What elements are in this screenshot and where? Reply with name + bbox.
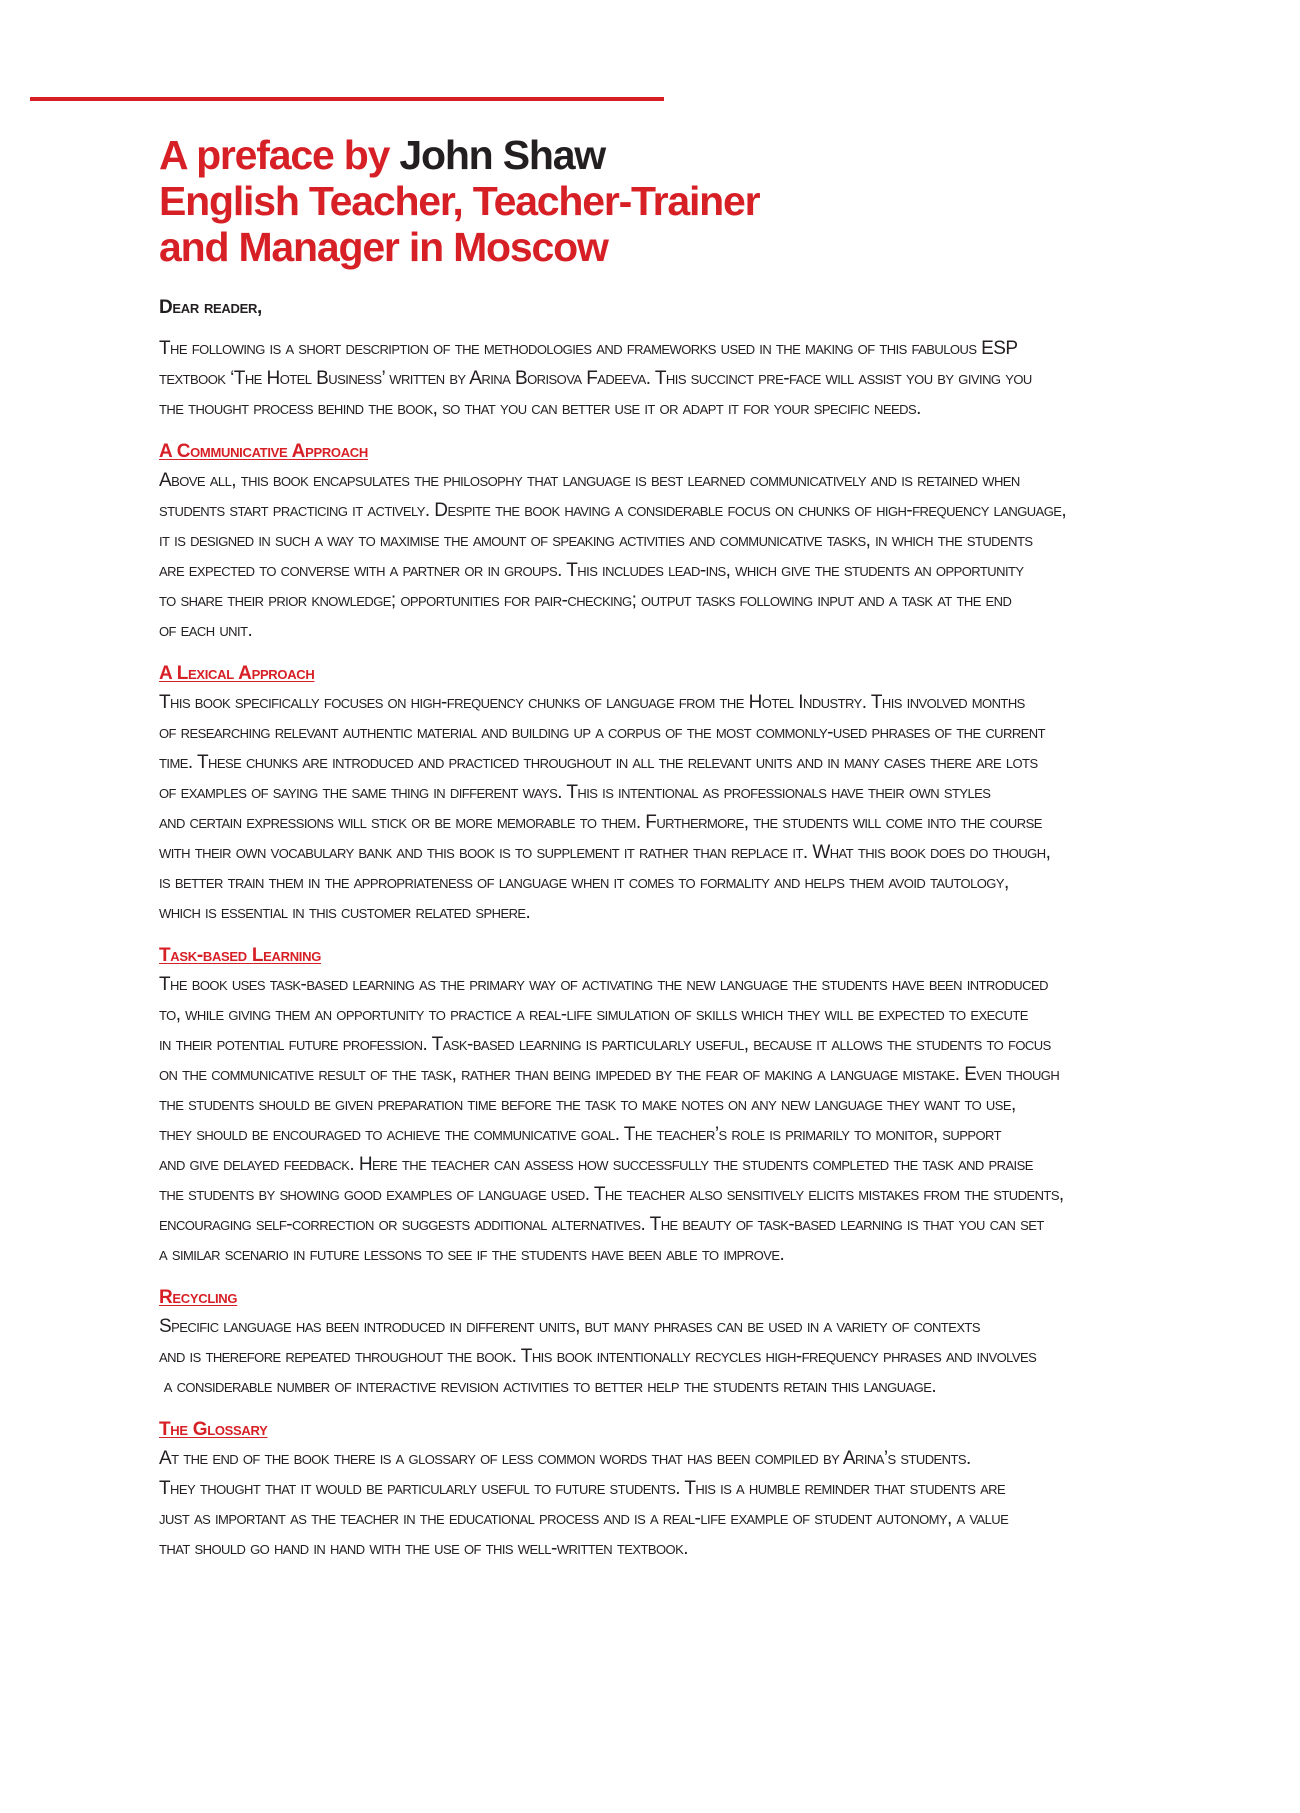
- paragraph-line: and certain expressions will stick or be more memorable to them. Furthermore, the students will come into the course: [159, 812, 1042, 833]
- paragraph-line: of each unit.: [159, 620, 253, 641]
- section-heading: Recycling: [159, 1287, 238, 1308]
- title-line-3: and Manager in Moscow: [159, 224, 608, 270]
- paragraph-line: it is designed in such a way to maximise the amount of speaking activities and communicative tasks, in which the students: [159, 530, 1033, 551]
- paragraph-line: of researching relevant authentic material and building up a corpus of the most commonly-used phrases of the current: [159, 722, 1046, 743]
- title-line-2: English Teacher, Teacher-Trainer: [159, 178, 760, 224]
- paragraph-line: a similar scenario in future lessons to see if the students have been able to improve.: [159, 1244, 785, 1265]
- section-heading: Task-based Learning: [159, 945, 322, 966]
- section-paragraph: [159, 970, 1199, 1270]
- paragraph-line: students start practicing it actively. Despite the book having a considerable focus on chunks of high-frequency language,: [159, 500, 1067, 521]
- section-paragraph: [159, 1312, 1199, 1402]
- paragraph-line: Above all, this book encapsulates the philosophy that language is best learned communicatively and is retained when: [159, 470, 1020, 491]
- paragraph-line: textbook ‘The Hotel Business’ written by Arina Borisova Fadeeva. This succinct pre-face will assist you by giving you: [159, 368, 1032, 389]
- preface-page: [159, 132, 1199, 1564]
- paragraph-line: with their own vocabulary bank and this book is to supplement it rather than replace it. What this book does do though,: [159, 842, 1051, 863]
- section-communicative-approach: [159, 438, 1199, 646]
- title-line-1: [159, 132, 1199, 178]
- paragraph-line: to, while giving them an opportunity to practice a real-life simulation of skills which they will be expected to execute: [159, 1004, 1028, 1025]
- paragraph-line: the students should be given preparation time before the task to make notes on any new language they want to use,: [159, 1094, 1016, 1115]
- title-prefix: A preface by: [159, 132, 390, 178]
- page-title: [159, 132, 1199, 270]
- paragraph-line: is better train them in the appropriateness of language when it comes to formality and helps them avoid tautology,: [159, 872, 1009, 893]
- paragraph-line: of examples of saying the same thing in different ways. This is intentional as professionals have their own styles: [159, 782, 991, 803]
- paragraph-line: the thought process behind the book, so that you can better use it or adapt it for your specific needs.: [159, 398, 921, 419]
- paragraph-line: are expected to converse with a partner or in groups. This includes lead-ins, which give the students an opportunity: [159, 560, 1024, 581]
- paragraph-line: The following is a short description of the methodologies and frameworks used in the making of this fabulous ESP: [159, 338, 1018, 359]
- paragraph-line: time. These chunks are introduced and practiced throughout in all the relevant units and in many cases there are lots: [159, 752, 1038, 773]
- paragraph-line: They thought that it would be particularly useful to future students. This is a humble reminder that students are: [159, 1478, 1006, 1499]
- paragraph-line: the students by showing good examples of language used. The teacher also sensitively elicits mistakes from the students,: [159, 1184, 1064, 1205]
- paragraph-line: and give delayed feedback. Here the teacher can assess how successfully the students completed the task and praise: [159, 1154, 1033, 1175]
- paragraph-line: to share their prior knowledge; opportunities for pair-checking; output tasks following input and a task at the end: [159, 590, 1012, 611]
- paragraph-line: This book specifically focuses on high-frequency chunks of language from the Hotel Industry. This involved months: [159, 692, 1025, 713]
- paragraph-line: on the communicative result of the task, rather than being impeded by the fear of making a language mistake. Even though: [159, 1064, 1060, 1085]
- section-paragraph: [159, 1444, 1199, 1564]
- paragraph-line: just as important as the teacher in the educational process and is a real-life example of student autonomy, a value: [159, 1508, 1009, 1529]
- paragraph-line: which is essential in this customer related sphere.: [159, 902, 531, 923]
- section-glossary: [159, 1416, 1199, 1564]
- top-decorative-rule: [30, 97, 664, 101]
- paragraph-line: encouraging self-correction or suggests additional alternatives. The beauty of task-based learning is that you can set: [159, 1214, 1044, 1235]
- section-heading: A Lexical Approach: [159, 663, 315, 684]
- section-heading: A Communicative Approach: [159, 441, 368, 462]
- paragraph-line: a considerable number of interactive revision activities to better help the students retain this language.: [159, 1376, 937, 1397]
- paragraph-line: and is therefore repeated throughout the book. This book intentionally recycles high-frequency phrases and involves: [159, 1346, 1037, 1367]
- paragraph-line: in their potential future profession. Task-based learning is particularly useful, because it allows the students to focus: [159, 1034, 1051, 1055]
- paragraph-line: At the end of the book there is a glossary of less common words that has been compiled by Arina’s students.: [159, 1448, 971, 1469]
- section-paragraph: [159, 688, 1199, 928]
- paragraph-line: they should be encouraged to achieve the communicative goal. The teacher’s role is primarily to monitor, support: [159, 1124, 1002, 1145]
- section-paragraph: [159, 466, 1199, 646]
- intro-paragraph: [159, 334, 1199, 424]
- author-name: John Shaw: [399, 132, 606, 178]
- section-recycling: [159, 1284, 1199, 1402]
- section-lexical-approach: [159, 660, 1199, 928]
- section-heading: The Glossary: [159, 1419, 268, 1440]
- section-task-based-learning: [159, 942, 1199, 1270]
- greeting: Dear reader,: [159, 297, 263, 318]
- paragraph-line: that should go hand in hand with the use of this well-written textbook.: [159, 1538, 688, 1559]
- paragraph-line: Specific language has been introduced in different units, but many phrases can be used in a variety of contexts: [159, 1316, 980, 1337]
- paragraph-line: The book uses task-based learning as the primary way of activating the new language the students have been introduced: [159, 974, 1048, 995]
